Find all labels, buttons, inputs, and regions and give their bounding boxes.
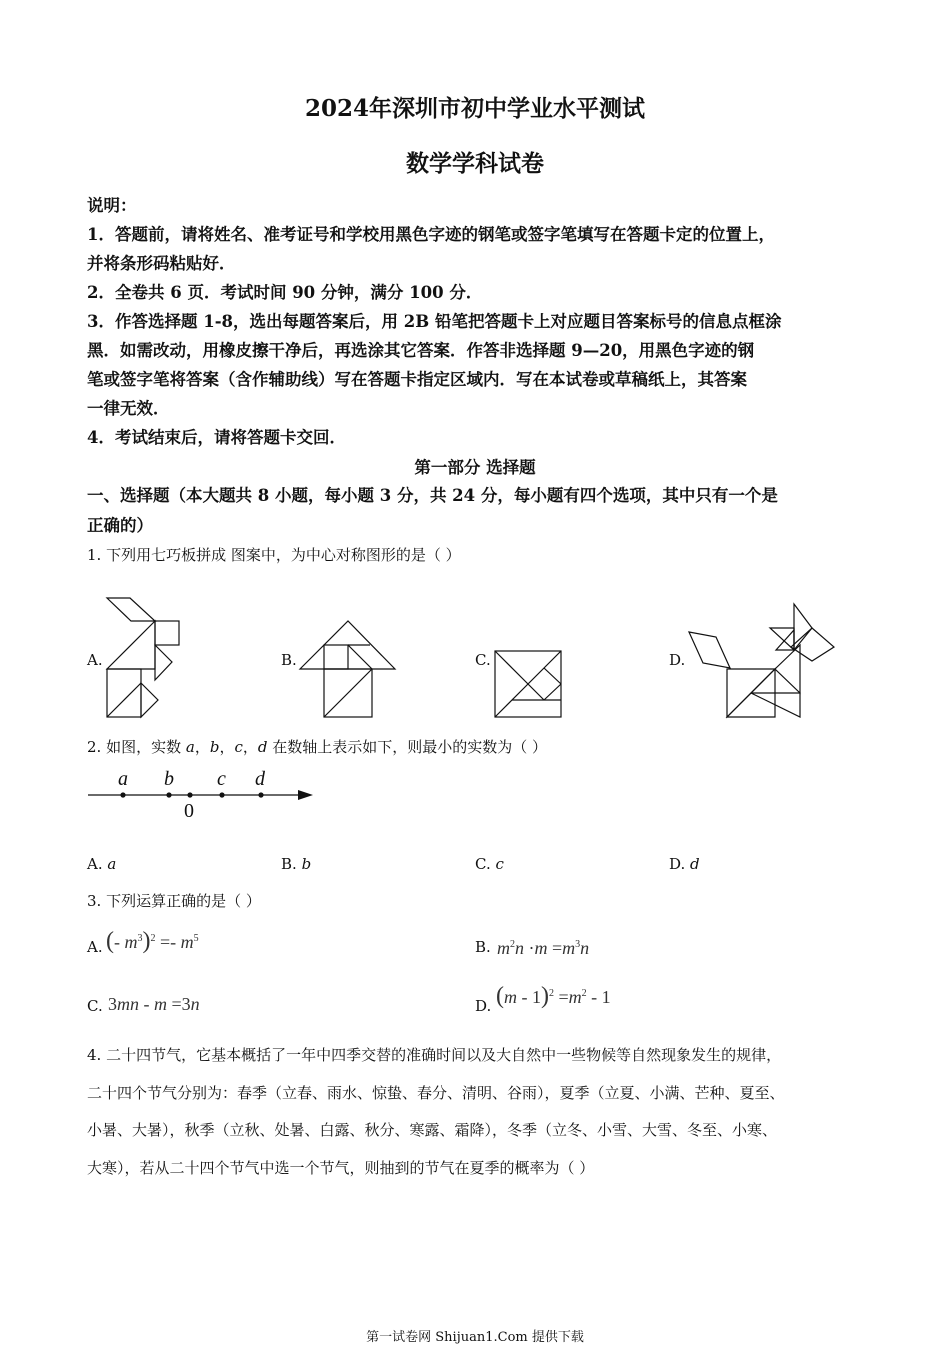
q2-var-c: c <box>234 738 243 756</box>
q3-option-c-formula: 3mn - m =3n <box>108 994 200 1014</box>
q4-line: 小暑、大暑），秋季（立秋、处暑、白露、秋分、寒露、霜降），冬季（立冬、小雪、大雪、冬至、小寒、 <box>87 1121 778 1139</box>
q2-stem: 2. 如图，实数 a，b，c，d 在数轴上表示如下，则最小的实数为（ ） <box>87 738 548 756</box>
instruction-line: 1．答题前，请将姓名、准考证号和学校用黑色字迹的钢笔或签字笔填写在答题卡定的位置上， <box>87 225 775 244</box>
q2-var-a: a <box>185 738 195 756</box>
q2-option-b: B. b <box>281 855 312 873</box>
q2-option-a: A. a <box>87 855 117 873</box>
q3-option-b-label: B. <box>475 938 491 956</box>
q3-stem: 3. 下列运算正确的是（ ） <box>87 892 261 910</box>
exam-title: 2024年深圳市初中学业水平测试 <box>304 95 645 122</box>
number-line-label-b: b <box>164 768 174 790</box>
q2-option-d: D. d <box>669 855 700 873</box>
q3-option-d-formula: $(m - 1)^2 =m^2 - 1$ <box>496 983 611 1009</box>
instruction-line: 4．考试结束后，请将答题卡交回． <box>87 428 346 447</box>
q2-var-d: d <box>257 738 268 756</box>
q1-option-b-label: B. <box>281 651 297 669</box>
q3-option-a-formula: (- $m^3)^2 =- m^5$ <box>106 928 199 954</box>
tangram-figure-a <box>100 594 190 720</box>
q3-option-d-label: D. <box>475 997 492 1015</box>
part-title: 第一部分 选择题 <box>414 458 536 477</box>
page-footer: 第一试卷网 Shijuan1.Com 提供下载 <box>366 1330 584 1345</box>
q1-option-d-label: D. <box>669 651 686 669</box>
instructions-heading: 说明： <box>87 196 137 215</box>
number-line-label-c: c <box>217 768 226 790</box>
q2-var-b: b <box>209 738 220 756</box>
instruction-line: 一律无效． <box>87 399 170 418</box>
q4-line: 4. 二十四节气，它基本概括了一年中四季交替的准确时间以及大自然中一些物候等自然现象发生的规律， <box>87 1046 782 1064</box>
q3-option-a-label: A. <box>87 938 103 956</box>
number-line-label-a: a <box>118 768 128 790</box>
exam-subtitle: 数学学科试卷 <box>406 150 544 177</box>
q1-stem: 1. 下列用七巧板拼成 图案中，为中心对称图形的是（ ） <box>87 546 461 564</box>
instruction-line: 黑．如需改动，用橡皮擦干净后，再选涂其它答案．作答非选择题 9—20，用黑色字迹的钢 <box>87 341 755 360</box>
instruction-line: 2．全卷共 6 页．考试时间 90 分钟，满分 100 分． <box>87 283 483 302</box>
section-heading: 一、选择题（本大题共 8 小题，每小题 3 分，共 24 分，每小题有四个选项，其中只有一个是 <box>87 486 778 505</box>
tangram-figure-d <box>684 600 839 722</box>
tangram-figure-b <box>295 616 400 722</box>
q2-option-c: C. c <box>475 855 504 873</box>
q3-option-b-formula: $m^2n \cdot m =m^3n$ <box>497 938 590 958</box>
instruction-line: 3．作答选择题 1-8，选出每题答案后，用 2B 铅笔把答题卡上对应题目答案标号的信息点框涂 <box>87 312 782 331</box>
instruction-line: 并将条形码粘贴好． <box>87 254 236 273</box>
section-heading: 正确的） <box>87 516 153 535</box>
number-line-label-d: d <box>255 768 265 790</box>
q3-option-c-label: C. <box>87 997 103 1015</box>
instruction-line: 笔或签字笔将答案（含作辅助线）写在答题卡指定区域内．写在本试卷或草稿纸上，其答案 <box>87 370 747 389</box>
q4-line: 二十四个节气分别为：春季（立春、雨水、惊蛰、春分、清明、谷雨），夏季（立夏、小满、芒种、夏至、 <box>87 1084 785 1102</box>
q1-option-a-label: A. <box>87 651 103 669</box>
q4-line: 大寒），若从二十四个节气中选一个节气，则抽到的节气在夏季的概率为（ ） <box>87 1159 595 1177</box>
number-line-zero-label: 0 <box>184 800 194 822</box>
tangram-figure-c <box>490 646 566 722</box>
q1-option-c-label: C. <box>475 651 491 669</box>
